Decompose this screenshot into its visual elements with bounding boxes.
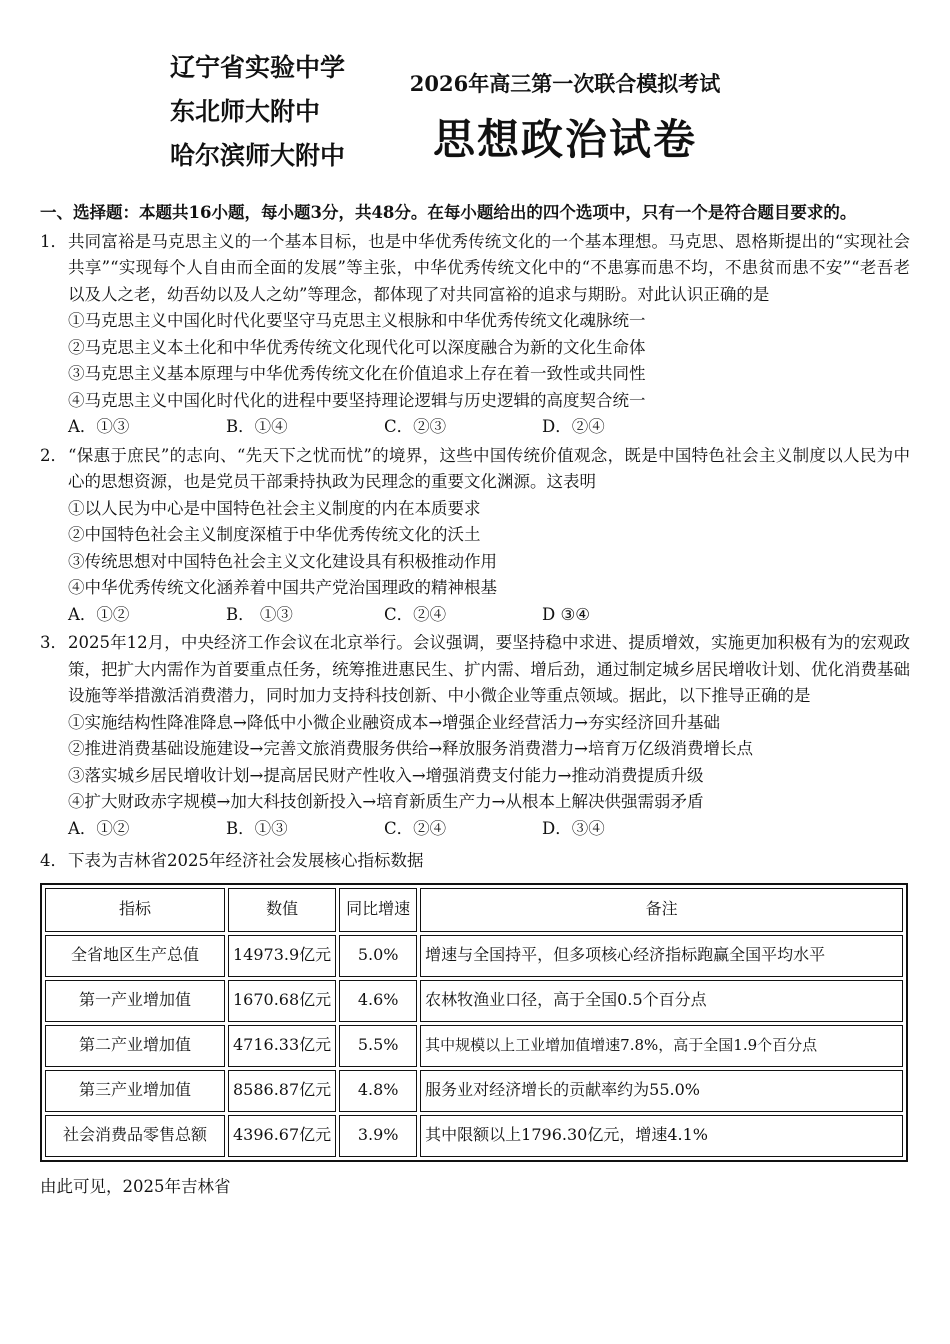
answer-choice-b[interactable]: B． ①③: [226, 604, 293, 624]
table-header-row: [45, 888, 903, 932]
exam-title: 2026年高三第一次联合模拟考试: [409, 71, 721, 96]
statement-option: ④中华优秀传统文化涵养着中国共产党治国理政的精神根基: [68, 578, 497, 597]
answer-choice-b[interactable]: B．①④: [226, 417, 288, 436]
table-cell: 14973.9亿元: [228, 935, 336, 977]
table-row: [45, 1115, 903, 1157]
question-number: 4．: [40, 851, 67, 870]
statement-option: ③马克思主义基本原理与中华优秀传统文化在价值追求上存在着一致性或共同性: [68, 364, 646, 383]
table-cell: 全省地区生产总值: [45, 935, 225, 977]
school-name: 辽宁省实验中学: [170, 53, 346, 82]
table-row: [45, 1070, 903, 1112]
statement-option: ④扩大财政赤字规模→加大科技创新投入→培育新质生产力→从根本上解决供强需弱矛盾: [68, 792, 704, 811]
answer-choice-c[interactable]: C．②④: [384, 818, 447, 838]
column-header: 同比增速: [339, 888, 417, 932]
table-cell: 1670.68亿元: [228, 980, 336, 1022]
table-cell: 服务业对经济增长的贡献率约为55.0%: [420, 1070, 903, 1112]
statement-option: ②推进消费基础设施建设→完善文旅消费服务供给→释放服务消费潜力→培育万亿级消费增长点: [68, 739, 753, 758]
table-row: [45, 935, 903, 977]
table-cell: 5.0%: [339, 935, 417, 977]
table-cell: 5.5%: [339, 1025, 417, 1067]
question-2: [40, 443, 910, 629]
indicator-table: [40, 883, 908, 1162]
table-row: [45, 1025, 903, 1067]
answer-choices: [40, 414, 910, 441]
answer-choice-c[interactable]: C．②④: [384, 604, 447, 624]
question-stem: 下表为吉林省2025年经济社会发展核心指标数据: [68, 851, 424, 870]
question-3: [40, 630, 910, 842]
table-cell: 其中规模以上工业增加值增速7.8%，高于全国1.9个百分点: [420, 1025, 903, 1067]
question-number: 2．: [40, 445, 67, 465]
statement-option: ①马克思主义中国化时代化要坚守马克思主义根脉和中华优秀传统文化魂脉统一: [68, 311, 646, 330]
answer-choice-d[interactable]: D ③④: [542, 604, 591, 624]
table-cell: 第一产业增加值: [45, 980, 225, 1022]
table-cell: 第二产业增加值: [45, 1025, 225, 1067]
question-stem: 共同富裕是马克思主义的一个基本目标，也是中华优秀传统文化的一个基本理想。马克思、恩格斯提出的“实现社会共享”“实现每个人自由而全面的发展”等主张，中华优秀传统文化中的“不患寡而患不均，不患贫而患不安”“老吾老以及人之老，幼吾幼以及人之幼”等理念，都体现了对共同富裕的追求与期盼。对此认识正确的是: [68, 231, 910, 304]
question-continuation: 由此可见，2025年吉林省: [40, 1176, 231, 1196]
table-cell: 农林牧渔业口径，高于全国0.5个百分点: [420, 980, 903, 1022]
answer-choices: [40, 602, 910, 629]
table-row: [45, 980, 903, 1022]
table-cell: 4.8%: [339, 1070, 417, 1112]
school-name: 哈尔滨师大附中: [170, 141, 346, 170]
statement-option: ②中国特色社会主义制度深植于中华优秀传统文化的沃土: [68, 525, 481, 544]
table-cell: 3.9%: [339, 1115, 417, 1157]
answer-choice-a[interactable]: A．①②: [68, 818, 130, 838]
statement-option: ①以人民为中心是中国特色社会主义制度的内在本质要求: [68, 498, 481, 518]
answer-choice-b[interactable]: B．①③: [226, 818, 288, 838]
question-4: [40, 848, 910, 1200]
exam-content: [40, 200, 910, 1200]
answer-choices: [40, 816, 910, 843]
question-stem: “保惠于庶民”的志向、“先天下之忧而忧”的境界，这些中国传统价值观念，既是中国特色社会主义制度以人民为中心的思想资源，也是党员干部秉持执政为民理念的重要文化渊源。这表明: [68, 445, 910, 491]
table-cell: 增速与全国持平，但多项核心经济指标跑赢全国平均水平: [420, 935, 903, 977]
answer-choice-a[interactable]: A．①③: [68, 417, 130, 436]
column-header: 指标: [45, 888, 225, 932]
column-header: 备注: [420, 888, 903, 932]
statement-option: ①实施结构性降准降息→降低中小微企业融资成本→增强企业经营活力→夯实经济回升基础: [68, 712, 720, 732]
table-cell: 第三产业增加值: [45, 1070, 225, 1112]
section-heading: 一、选择题：本题共16小题，每小题3分，共48分。在每小题给出的四个选项中，只有一个是符合题目要求的。: [40, 203, 857, 222]
table-cell: 4396.67亿元: [228, 1115, 336, 1157]
answer-choice-c[interactable]: C．②③: [384, 417, 447, 436]
statement-option: ③传统思想对中国特色社会主义文化建设具有积极推动作用: [68, 551, 497, 571]
answer-choice-a[interactable]: A．①②: [68, 604, 130, 624]
question-stem: 2025年12月，中央经济工作会议在北京举行。会议强调，要坚持稳中求进、提质增效，实施更加积极有为的宏观政策，把扩大内需作为首要重点任务，统筹推进惠民生、扩内需、增后劲，通过制定城乡居民增收计划、优化消费基础设施等举措激活消费潜力，同时加力支持科技创新、中小微企业等重点领域。据此，以下推导正确的是: [68, 633, 910, 705]
school-name: 东北师大附中: [170, 97, 321, 126]
table-cell: 其中限额以上1796.30亿元，增速4.1%: [420, 1115, 903, 1157]
statement-option: ③落实城乡居民增收计划→提高居民财产性收入→增强消费支付能力→推动消费提质升级: [68, 765, 704, 785]
table-cell: 4716.33亿元: [228, 1025, 336, 1067]
school-list: [170, 52, 370, 184]
column-header: 数值: [228, 888, 336, 932]
question-number: 3．: [40, 633, 67, 652]
statement-option: ④马克思主义中国化时代化的进程中要坚持理论逻辑与历史逻辑的高度契合统一: [68, 390, 646, 410]
table-cell: 社会消费品零售总额: [45, 1115, 225, 1157]
table-cell: 4.6%: [339, 980, 417, 1022]
question-number: 1．: [40, 231, 67, 251]
answer-choice-d[interactable]: D．③④: [542, 818, 605, 838]
answer-choice-d[interactable]: D．②④: [542, 417, 605, 436]
table-cell: 8586.87亿元: [228, 1070, 336, 1112]
statement-option: ②马克思主义本土化和中华优秀传统文化现代化可以深度融合为新的文化生命体: [68, 337, 646, 357]
question-1: [40, 229, 910, 441]
exam-subject: 思想政治试卷: [432, 115, 697, 164]
